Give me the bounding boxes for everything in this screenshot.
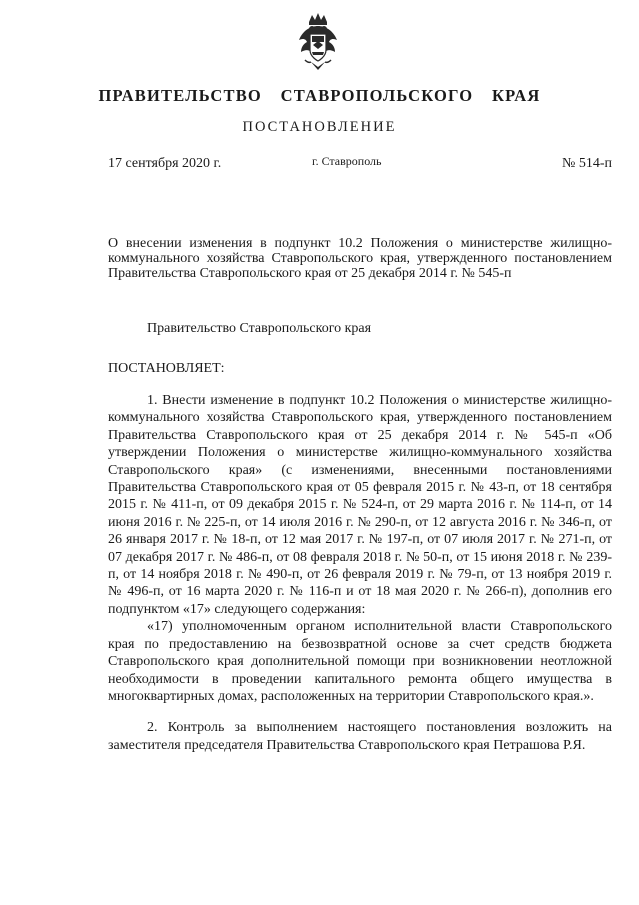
document-city: г. Ставрополь	[312, 154, 382, 168]
document-number: № 514-п	[561, 156, 612, 171]
paragraph-1-quote: «17) уполномоченным органом исполнительной власти Ставропольского края по предоставлению на безвозвратной основе за счет средств бюджета Ставропольского края дополнительной помощи при возникновении неотложной необходимости в проведении капитального ремонта общего имущества в многоквартирных домах, расположенных на территории Ставропольского края.».	[108, 619, 612, 704]
coat-of-arms-icon	[297, 12, 339, 79]
paragraph-1: 1. Внести изменение в подпункт 10.2 Положения о министерстве жилищно-коммунального хозяйства Ставропольского края, утвержденного постановлением Правительства Ставропольского края от 25 декабря 2014 г. № 545-п «Об утверждении Положения о министерстве жилищно-коммунального хозяйства Ставропольского края» (с изменениями, внесенными постановлениями Правительства Ставропольского края от 05 февраля 2015 г. № 43-п, от 18 сентября 2015 г. № 411-п, от 09 декабря 2015 г. № 524-п, от 29 марта 2016 г. № 114-п, от 14 июня 2016 г. № 225-п, от 14 июля 2016 г. № 290-п, от 12 августа 2016 г. № 346-п, от 26 января 2017 г. № 18-п, от 12 мая 2017 г. № 197-п, от 07 июля 2017 г. № 271-п, от 07 декабря 2017 г. № 486-п, от 08 февраля 2018 г. № 50-п, от 15 июня 2018 г. № 239-п, от 14 ноября 2018 г. № 490-п, от 26 февраля 2019 г. № 79-п, от 13 ноября 2019 г. № 496-п, от 16 марта 2020 г. № 116-п и от 18 мая 2020 г. № 266-п), дополнив его подпунктом «17» следующего содержания:	[108, 393, 612, 617]
document-type: ПОСТАНОВЛЕНИЕ	[242, 119, 397, 135]
paragraph-2: 2. Контроль за выполнением настоящего постановления возложить на заместителя председателя Правительства Ставропольского края Петрашова Р.Я.	[108, 720, 612, 753]
document-body	[108, 392, 612, 754]
document-subject: О внесении изменения в подпункт 10.2 Положения о министерстве жилищно-коммунального хозяйства Ставропольского края, утвержденного постановлением Правительства Ставропольского края от 25 декабря 2014 г. № 545-п	[108, 236, 612, 281]
document-date: 17 сентября 2020 г.	[108, 156, 222, 171]
issuer-name: Правительство Ставропольского края	[147, 321, 372, 336]
resolves-heading: ПОСТАНОВЛЯЕТ:	[108, 361, 225, 376]
government-title: ПРАВИТЕЛЬСТВО СТАВРОПОЛЬСКОГО КРАЯ	[98, 86, 541, 105]
